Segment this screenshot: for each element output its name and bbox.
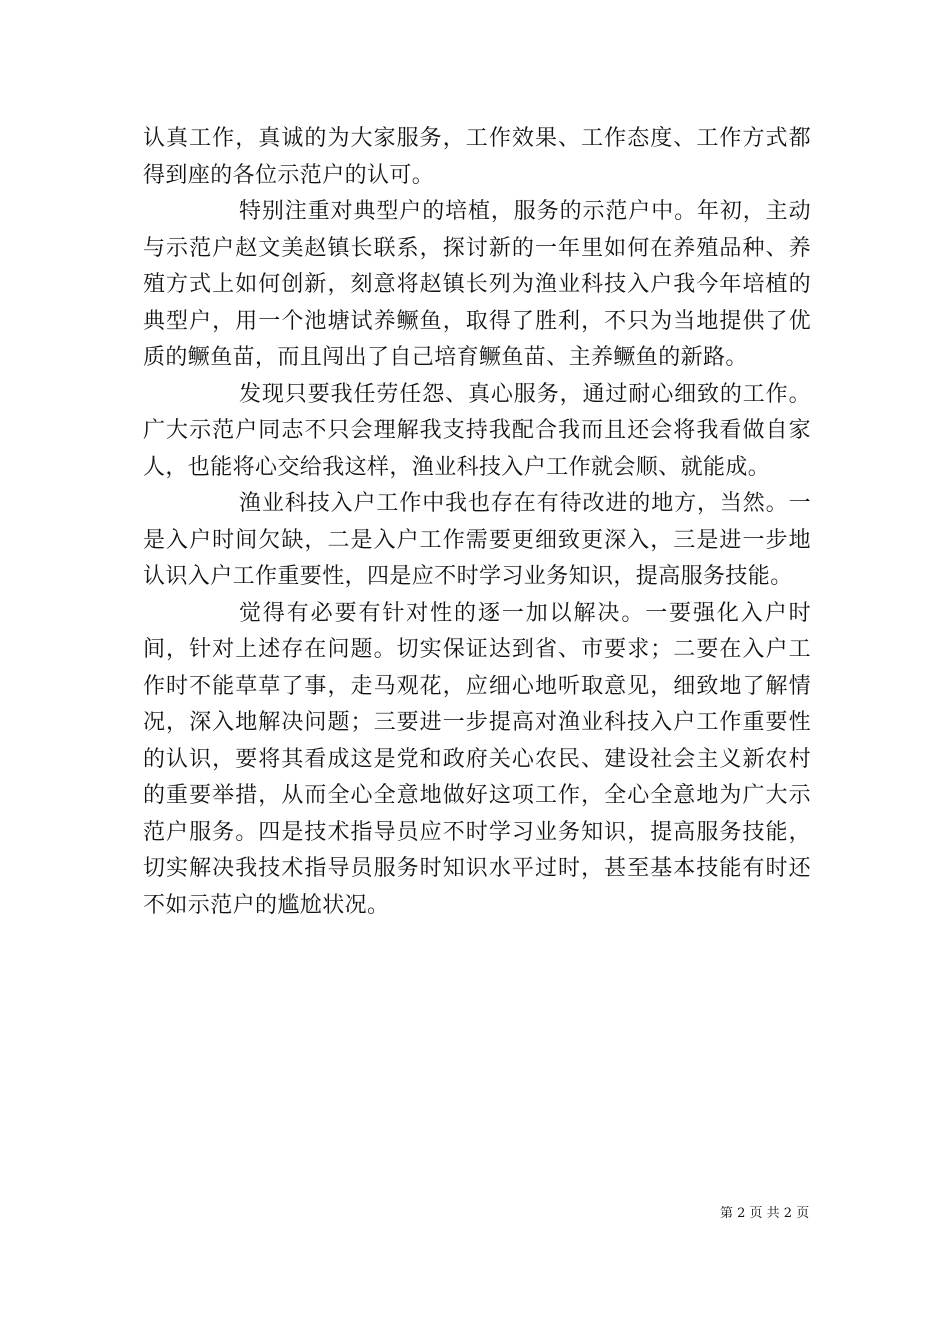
paragraph-shortcomings: 渔业科技入户工作中我也存在有待改进的地方，当然。一是入户时间欠缺，二是入户工作需要更细致更深入，三是进一步地认识入户工作重要性，四是应不时学习业务知识，提高服务技能。 <box>143 491 811 589</box>
paragraph-typical-household: 特别注重对典型户的培植，服务的示范户中。年初，主动与示范户赵文美赵镇长联系，探讨新的一年里如何在养殖品种、养殖方式上如何创新，刻意将赵镇长列为渔业科技入户我今年培植的典型户，用一个池塘试养鳜鱼，取得了胜利，不只为当地提供了优质的鳜鱼苗，而且闯出了自己培育鳜鱼苗、主养鳜鱼的新路。 <box>143 199 811 370</box>
paragraph-service-attitude: 发现只要我任劳任怨、真心服务，通过耐心细致的工作。广大示范户同志不只会理解我支持我配合我而且还会将我看做自家人，也能将心交给我这样，渔业科技入户工作就会顺、就能成。 <box>143 381 811 480</box>
paragraph-improvements: 觉得有必要有针对性的逐一加以解决。一要强化入户时间，针对上述存在问题。切实保证达到省、市要求；二要在入户工作时不能草草了事，走马观花，应细心地听取意见，细致地了解情况，深入地解决问题；三要进一步提高对渔业科技入户工作重要性的认识，要将其看成这是党和政府关心农民、建设社会主义新农村的重要举措，从而全心全意地做好这项工作，全心全意地为广大示范户服务。四是技术指导员应不时学习业务知识，提高服务技能，切实解决我技术指导员服务时知识水平过时，甚至基本技能有时还不如示范户的尴尬状况。 <box>143 600 811 918</box>
page-number-footer: 第 2 页 共 2 页 <box>720 1206 810 1221</box>
document-body <box>143 121 811 924</box>
paragraph-continuation: 认真工作，真诚的为大家服务，工作效果、工作态度、工作方式都得到座的各位示范户的认可。 <box>143 126 811 188</box>
